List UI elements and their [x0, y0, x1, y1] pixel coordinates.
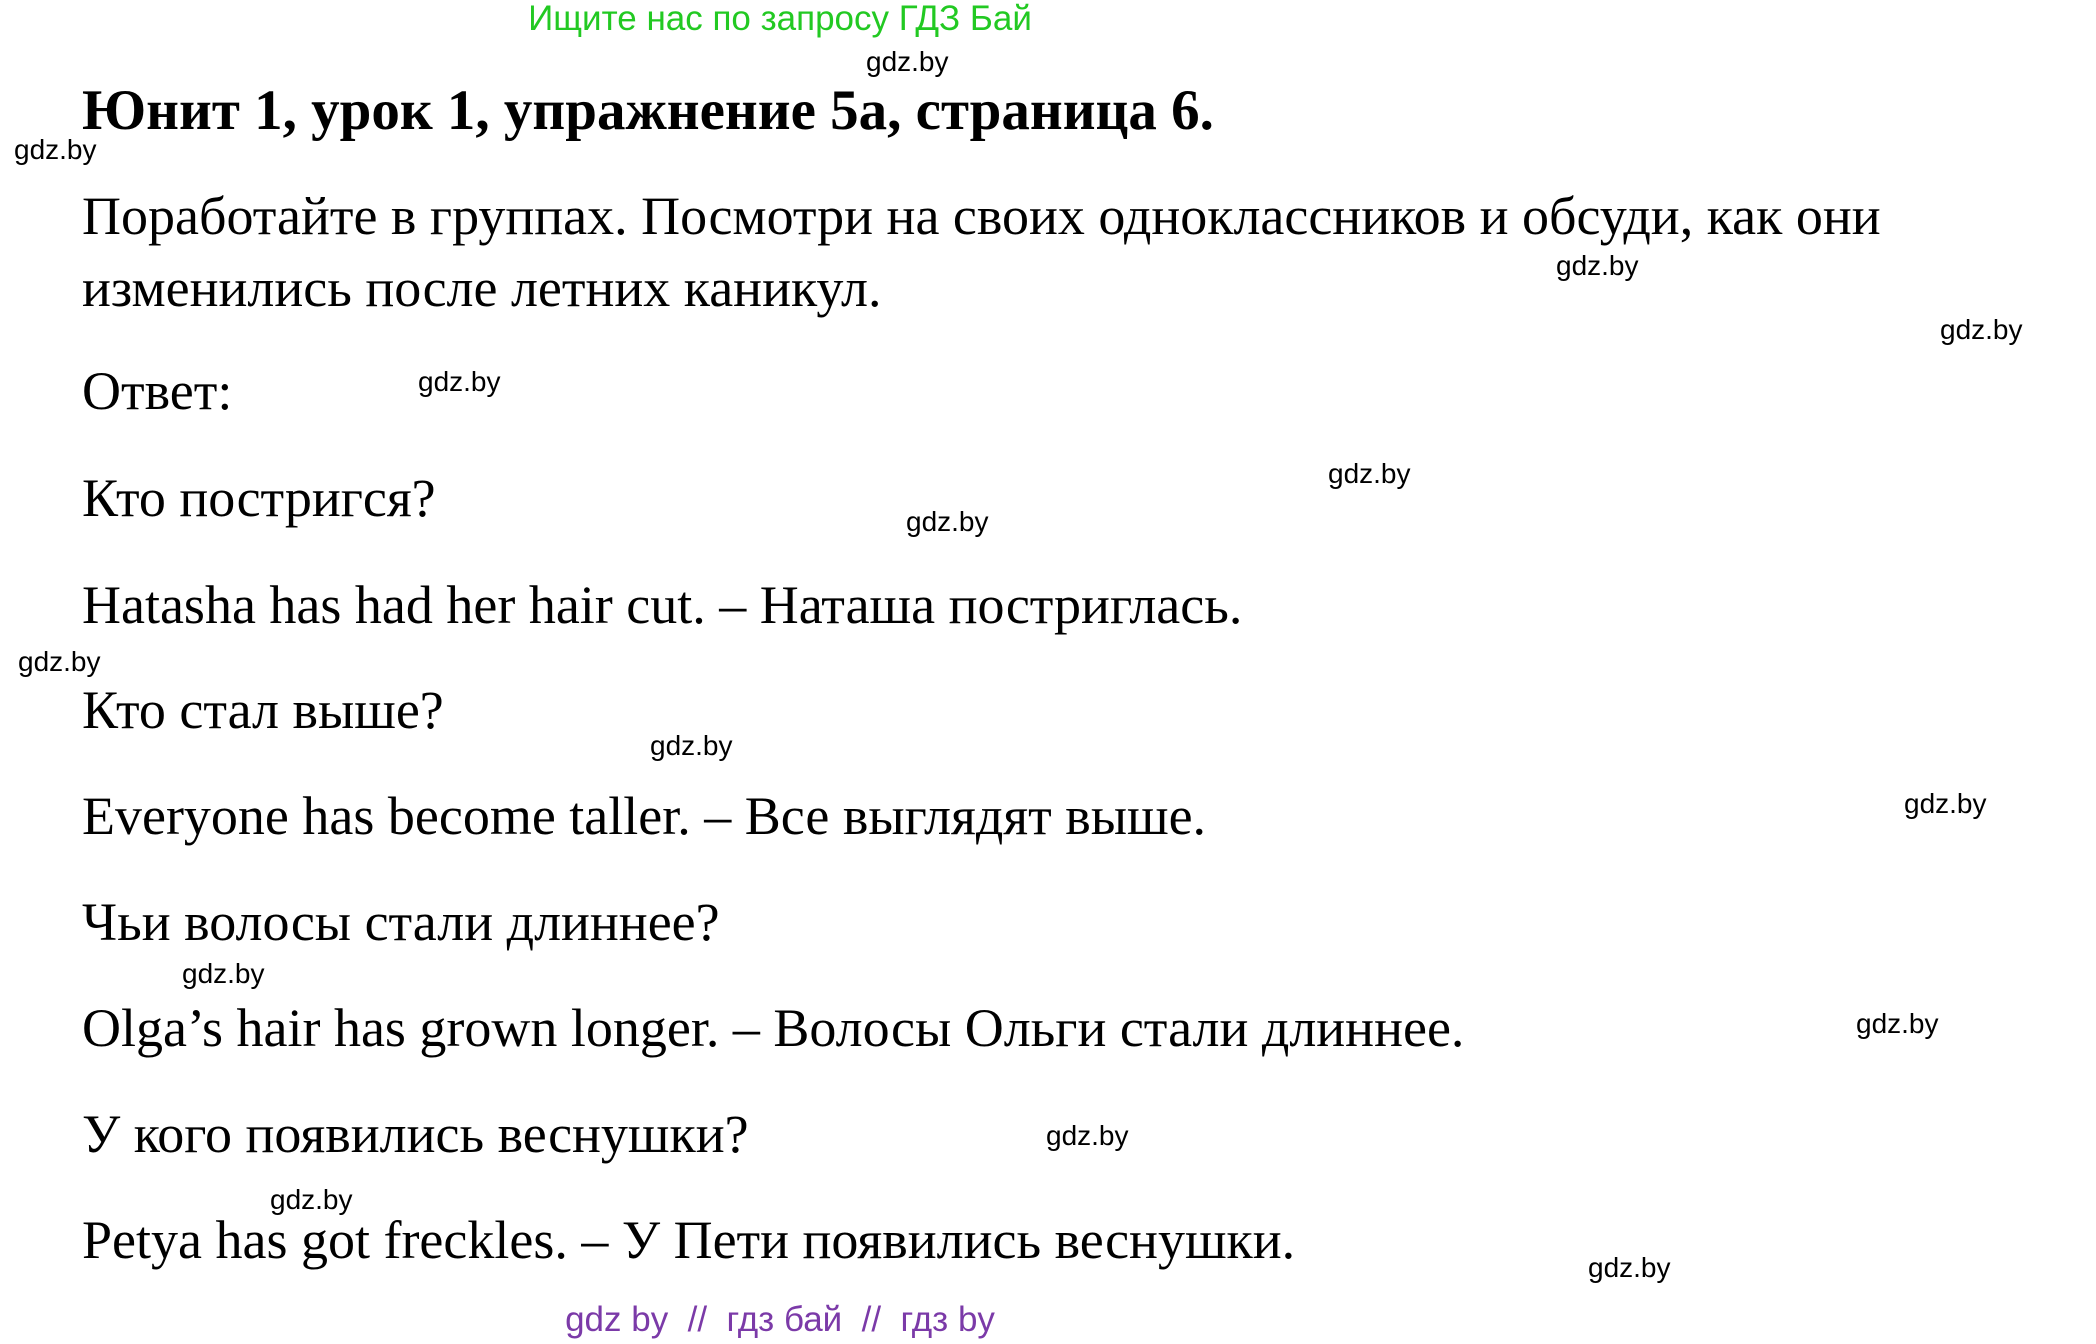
watermark: gdz.by — [270, 1184, 353, 1215]
answer-line: Hatasha has had her hair cut. – Наташа постриглась. — [82, 575, 1243, 635]
question-line: Кто постригся? — [82, 468, 436, 528]
watermark: gdz.by — [1046, 1120, 1129, 1151]
answer-line: Olga’s hair has grown longer. – Волосы Ольги стали длиннее. — [82, 998, 1465, 1058]
search-banner: Ищите нас по запросу ГДЗ Бай — [528, 0, 1032, 38]
watermark: gdz.by — [1556, 250, 1639, 281]
page-title: Юнит 1, урок 1, упражнение 5а, страница 6. — [82, 79, 1214, 142]
watermark: gdz.by — [1328, 458, 1411, 489]
watermark: gdz.by — [14, 134, 97, 165]
watermark: gdz.by — [182, 958, 265, 989]
question-line: Чьи волосы стали длиннее? — [82, 892, 720, 952]
watermark: gdz.by — [1904, 788, 1987, 819]
question-line: Кто стал выше? — [82, 680, 444, 740]
watermark: gdz.by — [1588, 1252, 1671, 1283]
watermark: gdz.by — [1856, 1008, 1939, 1039]
watermark: gdz.by — [650, 730, 733, 761]
answer-line: Everyone has become taller. – Все выглядят выше. — [82, 786, 1207, 846]
watermark: gdz.by — [418, 366, 501, 397]
task-text: Поработайте в группах. Посмотри на своих одноклассников и обсуди, как они изменились после летних каникул. — [82, 186, 1881, 318]
watermark: gdz.by — [906, 506, 989, 537]
question-line: У кого появились веснушки? — [82, 1104, 749, 1164]
answer-label: Ответ: — [82, 361, 233, 421]
watermark: gdz.by — [18, 646, 101, 677]
watermark: gdz.by — [866, 46, 949, 77]
answer-line: Petya has got freckles. – У Пети появились веснушки. — [82, 1210, 1296, 1270]
watermark: gdz.by — [1940, 314, 2023, 345]
footer-links: gdz by // гдз бай // гдз by — [565, 1300, 995, 1339]
